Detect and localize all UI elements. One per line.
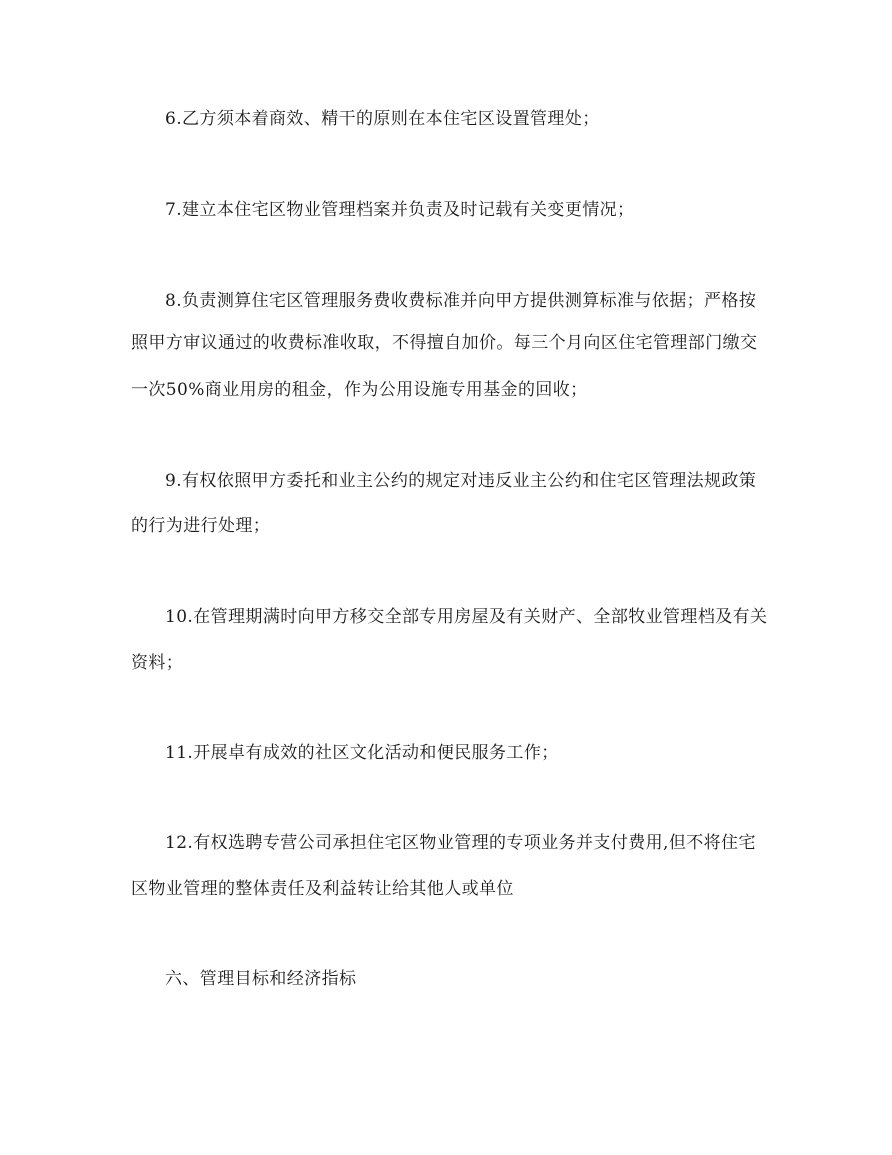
- clause-10-line-1: 10.在管理期满时向甲方移交全部专用房屋及有关财产、全部牧业管理档及有关: [165, 607, 768, 627]
- clause-8-line-3: 一次50%商业用房的租金，作为公用设施专用基金的回收；: [131, 380, 588, 400]
- clause-11-line-1: 11.开展卓有成效的社区文化活动和便民服务工作；: [165, 743, 559, 763]
- clause-7-line-1: 7.建立本住宅区物业管理档案并负责及时记载有关变更情况；: [165, 200, 635, 220]
- clause-12-line-1: 12.有权选聘专营公司承担住宅区物业管理的专项业务并支付费用,但不将住宅: [165, 833, 756, 853]
- clause-8-line-1: 8.负责测算住宅区管理服务费收费标准并向甲方提供测算标准与依据；严格按: [165, 291, 757, 311]
- clause-9-line-2: 的行为进行处理；: [131, 516, 271, 536]
- clause-6-line-1: 6.乙方须本着商效、精干的原则在本住宅区设置管理处；: [165, 109, 600, 129]
- section-heading: 六、管理目标和经济指标: [165, 969, 357, 989]
- clause-8-line-2: 照甲方审议通过的收费标准收取，不得擅自加价。每三个月向区住宅管理部门缴交: [131, 333, 758, 353]
- clause-12-line-2: 区物业管理的整体责任及利益转让给其他人或单位: [131, 879, 514, 899]
- clause-9-line-1: 9.有权依照甲方委托和业主公约的规定对违反业主公约和住宅区管理法规政策: [165, 471, 757, 491]
- clause-10-line-2: 资料；: [131, 653, 184, 673]
